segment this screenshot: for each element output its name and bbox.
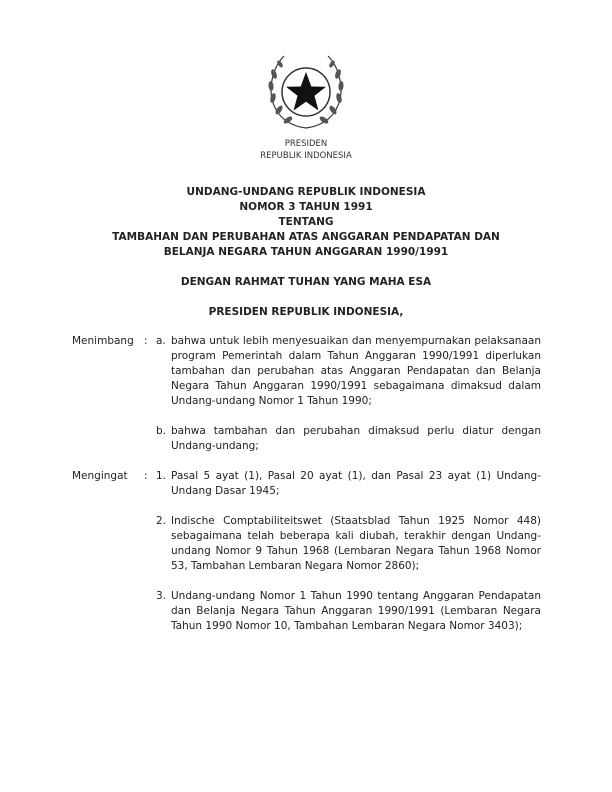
law-title-line: TENTANG — [278, 216, 334, 228]
law-subject: BELANJA NEGARA TAHUN ANGGARAN 1990/1991 — [163, 246, 449, 258]
law-number: NOMOR 3 TAHUN 1991 — [239, 201, 373, 213]
president-heading: PRESIDEN REPUBLIK INDONESIA, — [208, 306, 404, 318]
garuda-emblem-icon — [266, 50, 346, 132]
mengingat-label: Mengingat — [72, 470, 128, 482]
item-text: bahwa tambahan dan perubahan dimaksud perlu diatur dengan Undang-undang; — [171, 425, 541, 452]
item-marker: a. — [156, 335, 166, 347]
item-marker: 3. — [156, 590, 167, 602]
item-text: Undang-undang Nomor 1 Tahun 1990 tentang Anggaran Pendapatan dan Belanja Negara Tahun Anggaran 1990/1991 (Lembaran Negara Tahun 1990 Nomor 10, Tambahan Lembaran Negara Nomor 3403); — [171, 590, 541, 632]
item-text: Pasal 5 ayat (1), Pasal 20 ayat (1), dan Pasal 23 ayat (1) Undang-Undang Dasar 1945; — [171, 470, 541, 497]
item-text: Indische Comptabiliteitswet (Staatsblad Tahun 1925 Nomor 448) sebagaimana telah beberapa kali diubah, terakhir dengan Undang-undang Nomor 9 Tahun 1968 (Lembaran Negara Tahun 1968 Nomor 53, Tambahan Lembaran Negara Nomor 2860); — [171, 515, 541, 572]
menimbang-label: Menimbang — [72, 335, 134, 347]
item-marker: 1. — [156, 470, 167, 482]
law-title-line: UNDANG-UNDANG REPUBLIK INDONESIA — [186, 186, 426, 198]
invocation: DENGAN RAHMAT TUHAN YANG MAHA ESA — [180, 276, 432, 288]
item-text: bahwa untuk lebih menyesuaikan dan menyempurnakan pelaksanaan program Pemerintah dalam Tahun Anggaran 1990/1991 diperlukan tambahan dan perubahan atas Anggaran Pendapatan dan Belanja Negara Tahun Anggaran 1990/1991 sebagaimana dimaksud dalam Undang-undang Nomor 1 Tahun 1990; — [171, 335, 541, 407]
law-subject: TAMBAHAN DAN PERUBAHAN ATAS ANGGARAN PENDAPATAN DAN — [112, 231, 500, 243]
header-republic: REPUBLIK INDONESIA — [260, 151, 352, 161]
header-president: PRESIDEN — [284, 139, 328, 149]
colon: : — [144, 470, 148, 482]
item-marker: 2. — [156, 515, 167, 527]
item-marker: b. — [156, 425, 167, 437]
colon: : — [144, 335, 148, 347]
